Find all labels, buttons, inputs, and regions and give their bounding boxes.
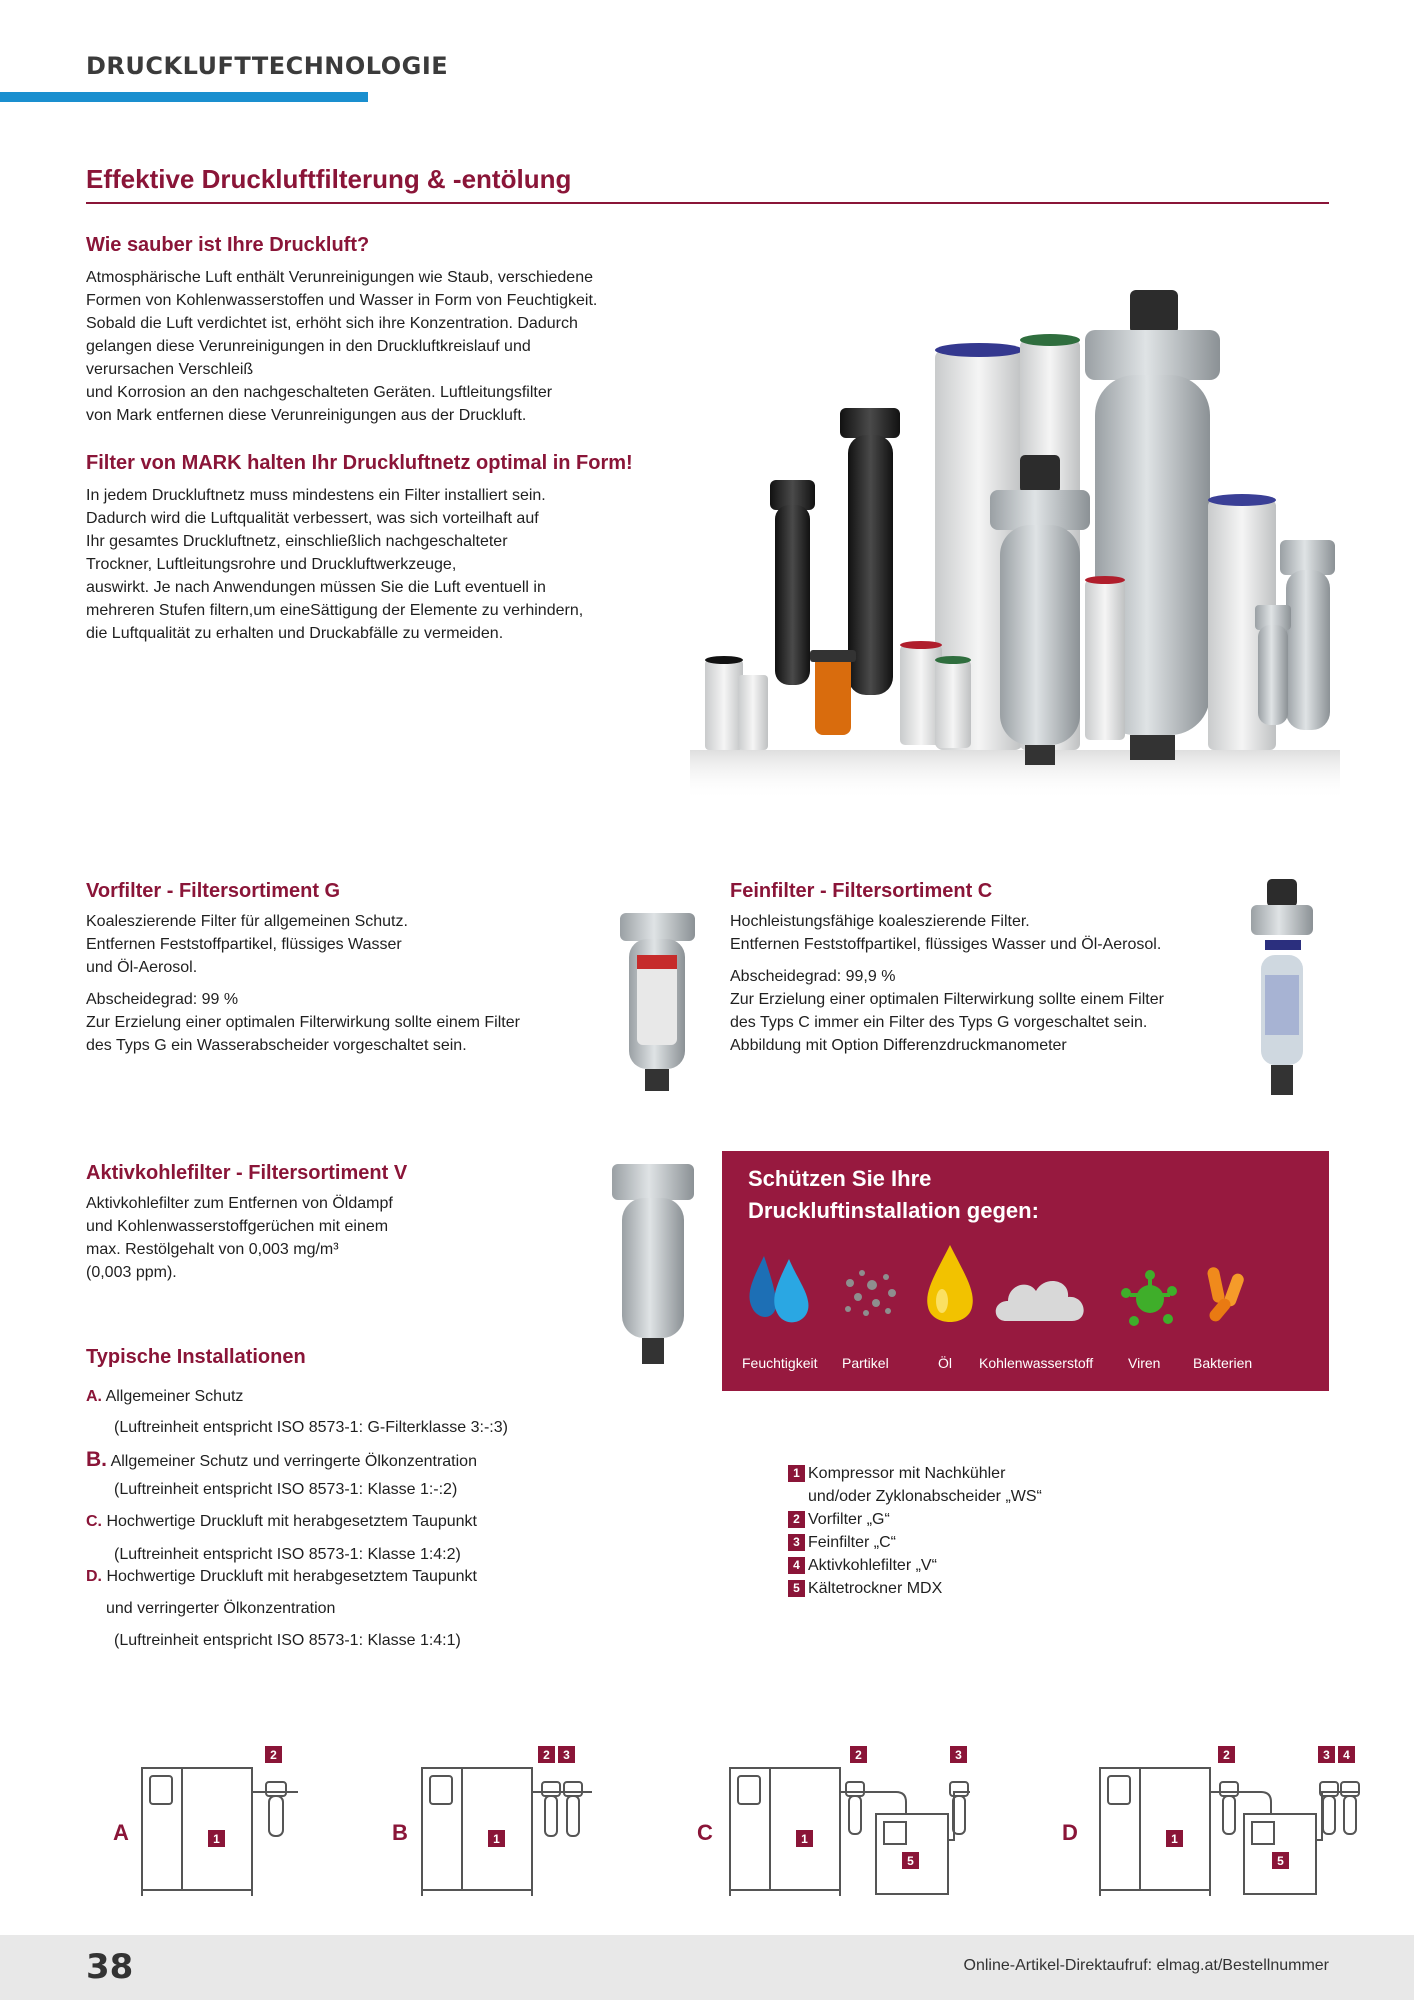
- diagram-a-badge-1: 1: [213, 1832, 220, 1846]
- protection-title: Schützen Sie Ihre Druckluftinstallation gegen:: [748, 1166, 1039, 1223]
- diagram-d-badge-2: 2: [1223, 1748, 1230, 1762]
- diagram-d-letter: D: [1062, 1820, 1078, 1845]
- aktivkohle-product-image: [608, 1160, 698, 1370]
- diagram-d-badge-5: 5: [1277, 1854, 1284, 1868]
- diagram-c-badge-5: 5: [907, 1854, 914, 1868]
- installation-b: B. Allgemeiner Schutz und verringerte Ölkonzentration: [86, 1448, 477, 1471]
- water-drops-icon: [744, 1251, 814, 1331]
- installation-diagram-d: [1096, 1740, 1366, 1900]
- installation-c: C. Hochwertige Druckluft mit herabgesetztem Taupunkt: [86, 1513, 477, 1530]
- footer-link-text[interactable]: Online-Artikel-Direktaufruf: elmag.at/Bestellnummer: [963, 1957, 1329, 1974]
- vorfilter-heading: Vorfilter - Filtersortiment G: [86, 880, 341, 902]
- cloud-icon: [992, 1271, 1092, 1327]
- diagram-a-letter: A: [113, 1820, 129, 1845]
- bacteria-icon: [1202, 1263, 1252, 1327]
- mark-heading: Filter von MARK halten Ihr Druckluftnetz optimal in Form!: [86, 452, 633, 474]
- installation-a: A. Allgemeiner Schutz: [86, 1388, 244, 1405]
- diagram-d-badge-1: 1: [1171, 1832, 1178, 1846]
- intro-heading: Wie sauber ist Ihre Druckluft?: [86, 234, 370, 256]
- particles-icon: [840, 1263, 900, 1323]
- feinfilter-product-image: [1245, 875, 1325, 1105]
- installation-a-sub: (Luftreinheit entspricht ISO 8573-1: G-Filterklasse 3:-:3): [114, 1419, 508, 1436]
- installation-d: D. Hochwertige Druckluft mit herabgesetztem Taupunkt: [86, 1568, 477, 1585]
- intro-text: Atmosphärische Luft enthält Verunreinigungen wie Staub, verschiedene Formen von Kohlenwasserstoffen und Wasser in Form von Feuchtigkeit. Sobald die Luft verdichtet ist, erhöht sich ihre Konzentration. Dadurch gelangen diese Verunreinigungen in den Druckluftkreislauf und verursachen Verschleiß und Korrosion an den nachgeschalteten Geräten. Luftleitungsfilter von Mark entfernen diese Verunreinigungen aus der Druckluft.: [86, 269, 598, 424]
- title-divider: [86, 202, 1329, 204]
- protect-label-viren: Viren: [1128, 1355, 1161, 1371]
- diagram-d-badge-3: 3: [1323, 1748, 1330, 1762]
- installation-diagram-c: [726, 1740, 976, 1900]
- diagram-b-badge-3: 3: [563, 1748, 570, 1762]
- legend-item: 1 Kompressor mit Nachkühler: [788, 1462, 1042, 1485]
- page-number: 38: [86, 1947, 134, 1987]
- protect-label-bakterien: Bakterien: [1193, 1355, 1253, 1371]
- protect-label-partikel: Partikel: [842, 1355, 889, 1371]
- page-footer: [0, 1935, 1414, 2000]
- installation-diagram-b: [418, 1740, 598, 1900]
- legend-item: 2 Vorfilter „G“: [788, 1508, 1042, 1531]
- installation-d-sub: (Luftreinheit entspricht ISO 8573-1: Klasse 1:4:1): [114, 1632, 461, 1649]
- legend-item-cont: und/oder Zyklonabscheider „WS“: [808, 1488, 1042, 1505]
- diagram-b-letter: B: [392, 1820, 408, 1845]
- oil-drop-icon: [922, 1243, 978, 1331]
- mark-text: In jedem Druckluftnetz muss mindestens ein Filter installiert sein. Dadurch wird die Luftqualität verbessert, was sich vorteilhaft auf Ihr gesamtes Druckluftnetz, einschließlich nachgeschalteter Trockner, Luftleitungsrohre und Druckluftwerkzeuge, auswirkt. Je nach Anwendungen müssen Sie die Luft eventuell in mehreren Stufen filtern,um eineSättigung der Elemente zu verhindern, die Luftqualität zu erhalten und Druckabfälle zu vermeiden.: [86, 487, 584, 642]
- diagram-b-badge-2: 2: [543, 1748, 550, 1762]
- feinfilter-heading: Feinfilter - Filtersortiment C: [730, 880, 993, 902]
- legend-item: 4 Aktivkohlefilter „V“: [788, 1554, 1042, 1577]
- diagram-b-badge-1: 1: [493, 1832, 500, 1846]
- aktivkohle-text: Aktivkohlefilter zum Entfernen von Öldampf und Kohlenwasserstoffgerüchen mit einem max. Restölgehalt von 0,003 mg/m³ (0,003 ppm).: [86, 1195, 393, 1281]
- diagram-legend: [788, 1462, 1042, 1600]
- diagram-c-badge-2: 2: [855, 1748, 862, 1762]
- aktivkohle-heading: Aktivkohlefilter - Filtersortiment V: [86, 1162, 408, 1184]
- section-accent-bar: [0, 92, 368, 102]
- legend-item: 5 Kältetrockner MDX: [788, 1577, 1042, 1600]
- installation-d-line2: und verringerter Ölkonzentration: [106, 1600, 336, 1617]
- feinfilter-text: Hochleistungsfähige koaleszierende Filter. Entfernen Feststoffpartikel, flüssiges Wasser und Öl-Aerosol. Abscheidegrad: 99,9 % Zur Erzielung einer optimalen Filterwirkung sollte einem Filter des Typs C immer ein Filter des Typs G vorgeschaltet sein. Abbildung mit Option Differenzdruckmanometer: [730, 913, 1164, 1054]
- installation-c-sub: (Luftreinheit entspricht ISO 8573-1: Klasse 1:4:2): [114, 1546, 461, 1563]
- filter-product-group-image: [690, 280, 1340, 800]
- vorfilter-product-image: [615, 905, 700, 1095]
- diagram-a-badge-2: 2: [270, 1748, 277, 1762]
- legend-item: 3 Feinfilter „C“: [788, 1531, 1042, 1554]
- vorfilter-text: Koaleszierende Filter für allgemeinen Schutz. Entfernen Feststoffpartikel, flüssiges Wasser und Öl-Aerosol. Abscheidegrad: 99 % Zur Erzielung einer optimalen Filterwirkung sollte einem Filter des Typs G ein Wasserabscheider vorgeschaltet sein.: [86, 913, 520, 1054]
- diagram-c-badge-1: 1: [801, 1832, 808, 1846]
- virus-icon: [1120, 1269, 1180, 1329]
- installation-diagram-a: [138, 1740, 308, 1900]
- protect-label-feuchtigkeit: Feuchtigkeit: [742, 1355, 818, 1371]
- installations-heading: Typische Installationen: [86, 1346, 306, 1368]
- installation-b-sub: (Luftreinheit entspricht ISO 8573-1: Klasse 1:-:2): [114, 1481, 458, 1498]
- diagram-d-badge-4: 4: [1343, 1748, 1350, 1762]
- diagram-c-letter: C: [697, 1820, 713, 1845]
- protect-label-kohlenwasserstoff: Kohlenwasserstoff: [979, 1355, 1094, 1371]
- protect-label-oel: Öl: [938, 1355, 952, 1371]
- page-title: Effektive Druckluftfilterung & -entölung: [86, 164, 572, 194]
- section-title: DRUCKLUFTTECHNOLOGIE: [86, 52, 449, 80]
- diagram-c-badge-3: 3: [955, 1748, 962, 1762]
